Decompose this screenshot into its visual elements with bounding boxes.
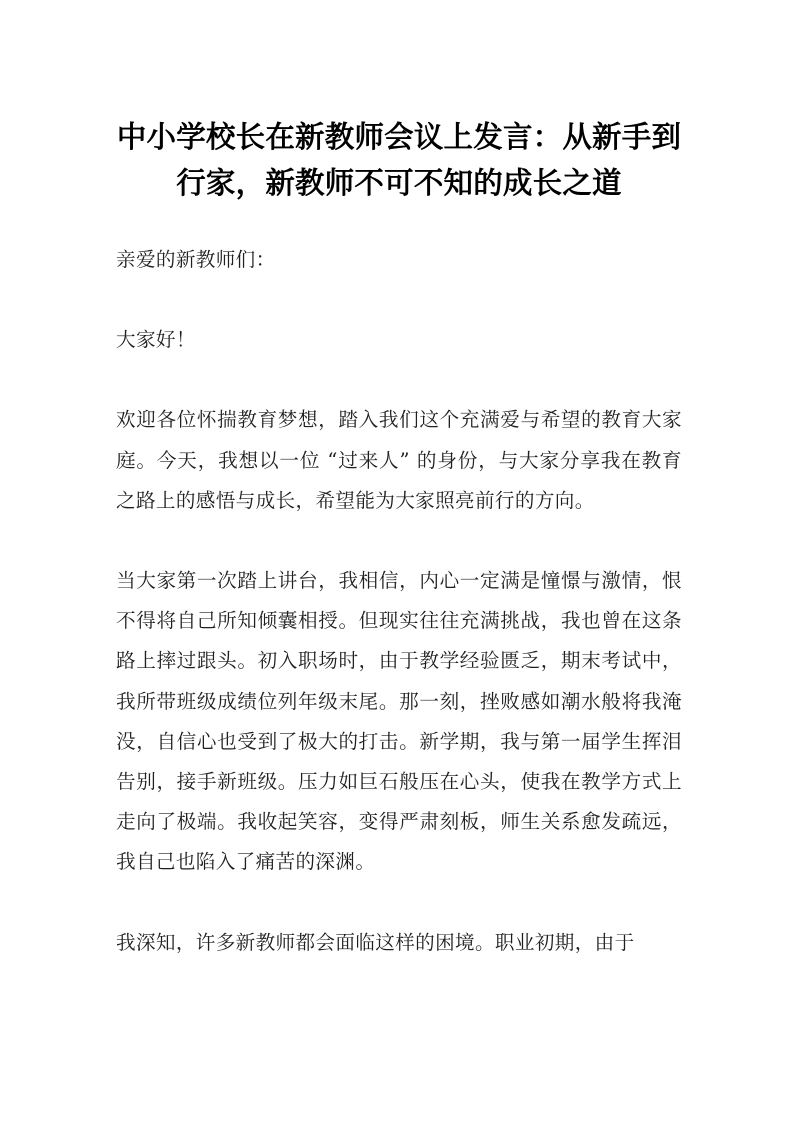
body-paragraph-1: 欢迎各位怀揣教育梦想，踏入我们这个充满爱与希望的教育大家庭。今天，我想以一位 “过来人” 的身份，与大家分享我在教育之路上的感悟与成长，希望能为大家照亮前行的方向。 [116, 408, 682, 512]
salutation: 亲爱的新教师们： [116, 248, 276, 271]
document-content [116, 0, 682, 963]
body-paragraph-3: 我深知，许多新教师都会面临这样的困境。职业初期，由于 [116, 930, 635, 954]
greeting: 大家好！ [116, 328, 196, 352]
body-paragraph-2: 当大家第一次踏上讲台，我相信，内心一定满是憧憬与激情，恨不得将自己所知倾囊相授。但现实往往充满挑战，我也曾在这条路上摔过跟头。初入职场时，由于教学经验匮乏，期末考试中，我所带班级成绩位列年级末尾。那一刻，挫败感如潮水般将我淹没，自信心也受到了极大的打击。新学期，我与第一届学生挥泪告别，接手新班级。压力如巨石般压在心头，使我在教学方式上走向了极端。我收起笑容，变得严肃刻板，师生关系愈发疏远，我自己也陷入了痛苦的深渊。 [116, 569, 682, 874]
page-title: 中小学校长在新教师会议上发言：从新手到行家，新教师不可不知的成长之道 [116, 119, 682, 200]
